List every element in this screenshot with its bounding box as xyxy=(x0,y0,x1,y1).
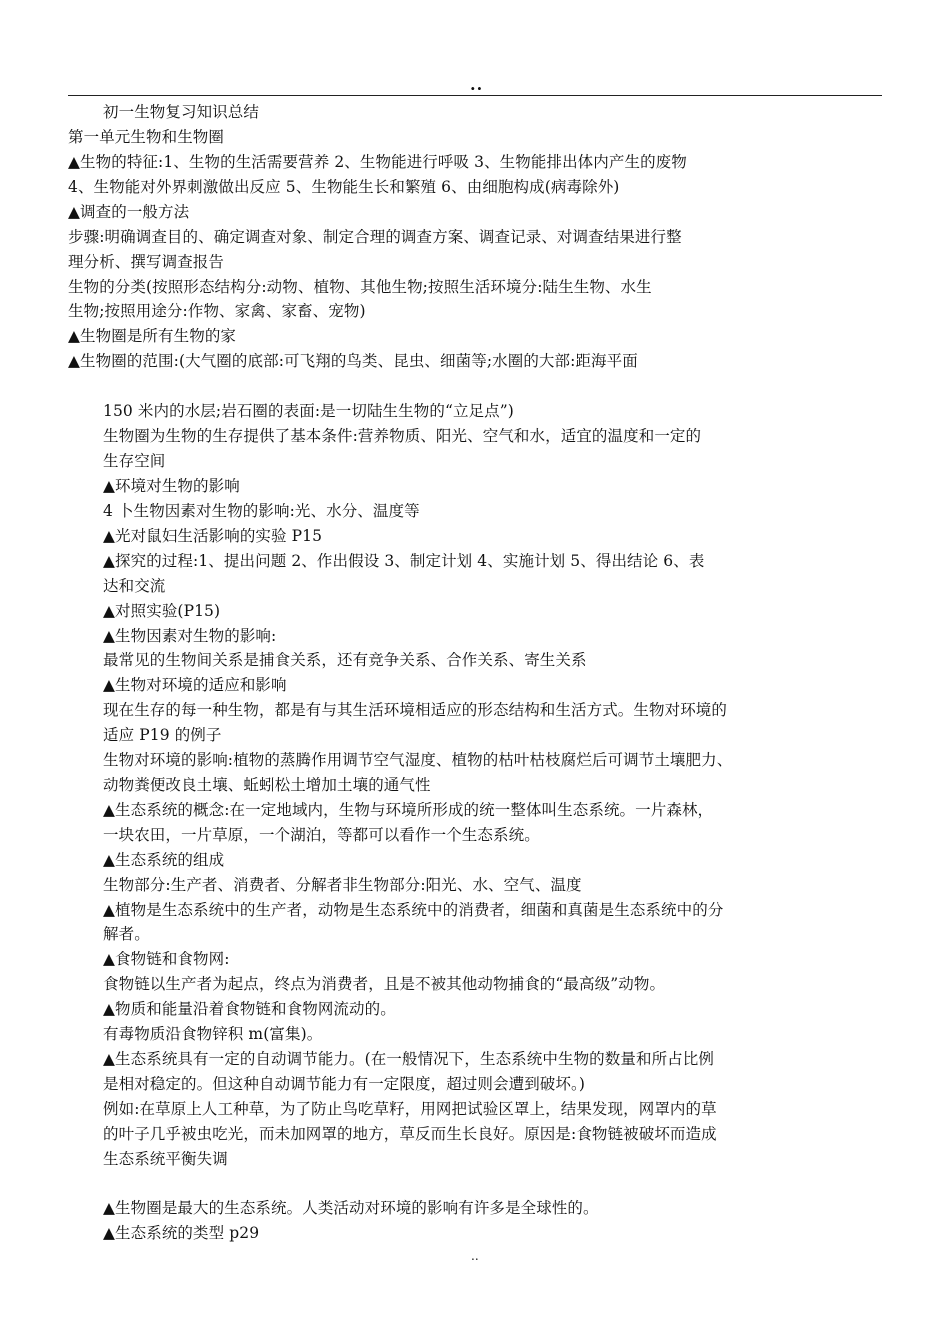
text-line: 适应 P19 的例子 xyxy=(103,726,222,744)
text-line: 食物链以生产者为起点，终点为消费者，且是不被其他动物捕食的“最高级”动物。 xyxy=(103,975,666,993)
text-line: 的叶子几乎被虫吃光，而未加网罩的地方，草反而生长良好。原因是:食物链被破坏而造成 xyxy=(103,1125,717,1143)
text-line: 一块农田，一片草原，一个湖泊，等都可以看作一个生态系统。 xyxy=(103,826,540,844)
header-rule xyxy=(68,95,882,96)
text-line: 有毒物质沿食物锌积 m(富集)。 xyxy=(103,1025,323,1043)
text-line: 生物部分:生产者、消费者、分解者非生物部分:阳光、水、空气、温度 xyxy=(103,876,582,894)
text-line: 生物;按照用途分:作物、家禽、家畜、宠物) xyxy=(68,302,366,320)
text-line: 最常见的生物间关系是捕食关系，还有竞争关系、合作关系、寄生关系 xyxy=(103,651,587,669)
header-marker: .. xyxy=(470,75,484,94)
text-line: 生存空间 xyxy=(103,452,166,470)
text-line: 150 米内的水层;岩石圈的表面:是一切陆生生物的“立足点”) xyxy=(103,402,514,420)
text-line: ▲生物圈是最大的生态系统。人类活动对环境的影响有许多是全球性的。 xyxy=(103,1199,599,1217)
text-line: ▲生态系统的概念:在一定地域内，生物与环境所形成的统一整体叫生态系统。一片森林， xyxy=(103,801,714,819)
text-line: 生态系统平衡失调 xyxy=(103,1150,228,1168)
text-line: 达和交流 xyxy=(103,577,166,595)
text-line: ▲生物的特征:1、生物的生活需要营养 2、生物能进行呼吸 3、生物能排出体内产生的废物 xyxy=(68,153,687,171)
text-line: 现在生存的每一种生物，都是有与其生活环境相适应的形态结构和生活方式。生物对环境的 xyxy=(103,701,728,719)
text-line: 4 卜生物因素对生物的影响:光、水分、温度等 xyxy=(103,502,420,520)
text-line: ▲生态系统具有一定的自动调节能力。(在一般情况下，生态系统中生物的数量和所占比例 xyxy=(103,1050,714,1068)
text-line: 生物圈为生物的生存提供了基本条件:营养物质、阳光、空气和水，适宜的温度和一定的 xyxy=(103,427,702,445)
text-line: ▲食物链和食物网: xyxy=(103,950,230,968)
text-line: ▲植物是生态系统中的生产者，动物是生态系统中的消费者，细菌和真菌是生态系统中的分 xyxy=(103,901,724,919)
text-line: 是相对稳定的。但这种自动调节能力有一定限度，超过则会遭到破坏。) xyxy=(103,1075,585,1093)
text-line: ▲对照实验(P15) xyxy=(103,602,221,620)
section-heading: 第一单元生物和生物圈 xyxy=(68,128,225,146)
footer-marker: .. xyxy=(471,1249,479,1263)
text-line: ▲生物圈的范围:(大气圈的底部:可飞翔的鸟类、昆虫、细菌等;水圈的大部:距海平面 xyxy=(68,352,638,370)
text-line: 解者。 xyxy=(103,925,150,943)
text-line: 4、生物能对外界刺激做出反应 5、生物能生长和繁殖 6、由细胞构成(病毒除外) xyxy=(68,178,620,196)
text-line: ▲物质和能量沿着食物链和食物网流动的。 xyxy=(103,1000,396,1018)
text-line: ▲光对鼠妇生活影响的实验 P15 xyxy=(103,527,323,545)
text-line: ▲调查的一般方法 xyxy=(68,203,190,221)
text-line: 动物粪便改良土壤、蚯蚓松土增加土壤的通气性 xyxy=(103,776,431,794)
text-line: 生物对环境的影响:植物的蒸腾作用调节空气湿度、植物的枯叶枯枝腐烂后可调节土壤肥力、 xyxy=(103,751,733,769)
text-line: ▲探究的过程:1、提出问题 2、作出假设 3、制定计划 4、实施计划 5、得出结论 6、表 xyxy=(103,552,705,570)
text-line: ▲生态系统的组成 xyxy=(103,851,225,869)
text-line: ▲生物因素对生物的影响: xyxy=(103,627,277,645)
text-line: ▲生态系统的类型 p29 xyxy=(103,1224,260,1242)
text-line: ▲环境对生物的影响 xyxy=(103,477,240,495)
document-title: 初一生物复习知识总结 xyxy=(103,103,260,121)
text-line: 例如:在草原上人工种草，为了防止鸟吃草籽，用网把试验区罩上，结果发现，网罩内的草 xyxy=(103,1100,717,1118)
text-line: 步骤:明确调查目的、确定调查对象、制定合理的调查方案、调查记录、对调查结果进行整 xyxy=(68,228,682,246)
text-line: ▲生物对环境的适应和影响 xyxy=(103,676,287,694)
text-line: 生物的分类(按照形态结构分:动物、植物、其他生物;按照生活环境分:陆生生物、水生 xyxy=(68,278,652,296)
text-line: 理分析、撰写调查报告 xyxy=(68,253,225,271)
text-line: ▲生物圈是所有生物的家 xyxy=(68,327,237,345)
